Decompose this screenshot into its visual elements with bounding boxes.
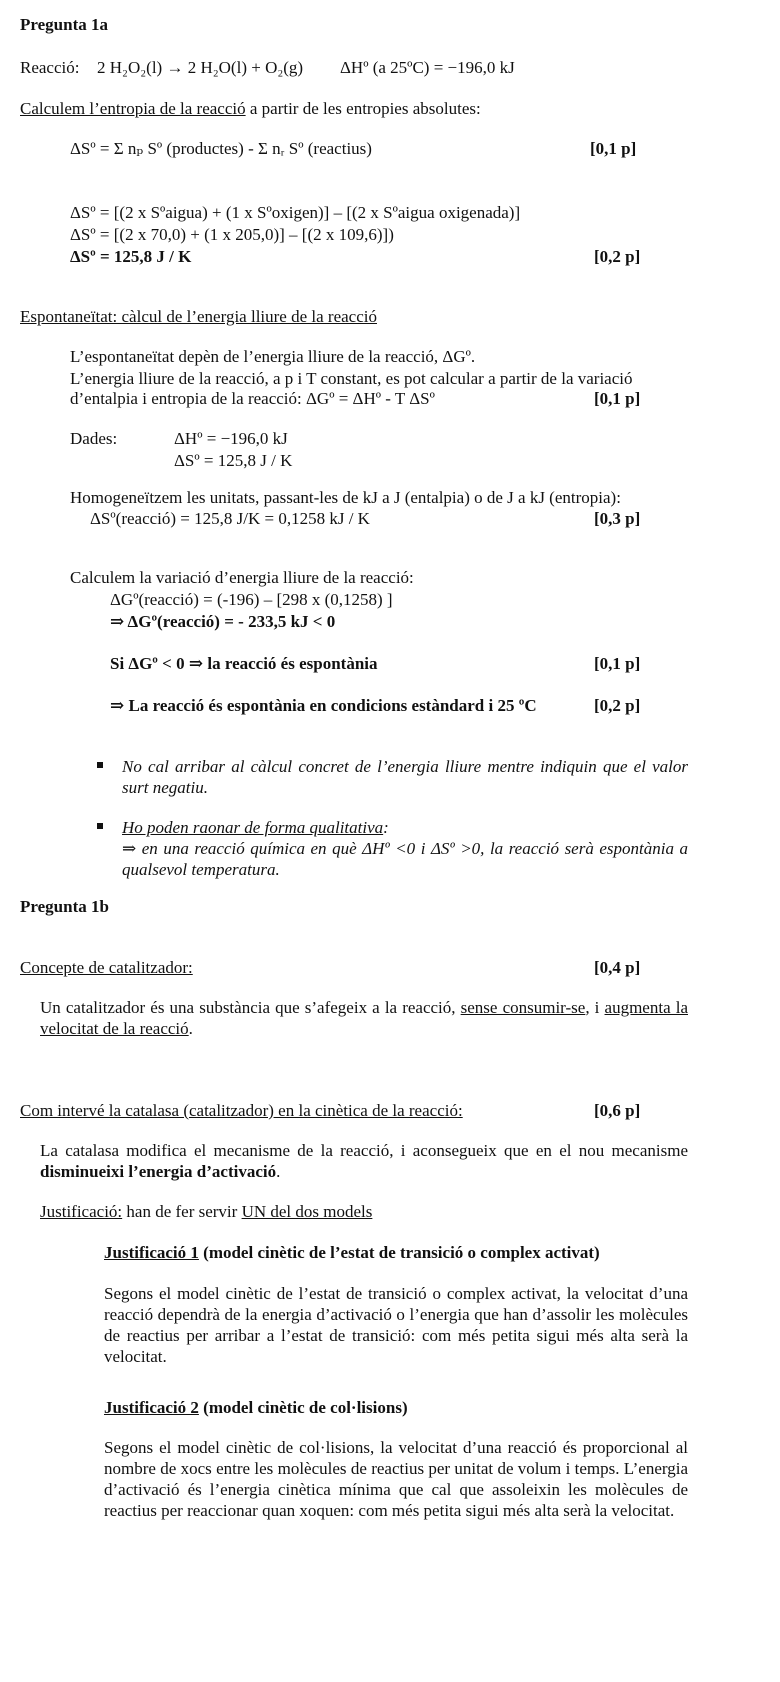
calc-intro: Calculem la variació d’energia lliure de la reacció:: [70, 568, 414, 587]
concept-text-b: sense consumir-se: [460, 998, 586, 1017]
calc-line-1: ΔGº(reacció) = (-196) – [298 x (0,1258) ]: [110, 590, 393, 609]
dades-label: Dades:: [70, 429, 118, 448]
points-spontaneity: [0,1 p]: [594, 389, 641, 408]
bullet-icon: [97, 762, 103, 768]
dades-enthalpy: ΔHº = −196,0 kJ: [174, 429, 288, 448]
spontaneity-line-3: d’entalpia i entropia de la reacció: ΔGº = ΔHº - T ΔSº: [70, 389, 435, 408]
entropy-intro: [20, 98, 481, 119]
reaction-label: Reacció:: [20, 58, 80, 77]
catalyst-concept-text: [40, 997, 688, 1039]
note-1: No cal arribar al càlcul concret de l’energia lliure mentre indiquin que el valor surt negatiu.: [122, 757, 688, 797]
entropy-intro-underlined: Calculem l’entropia de la reacció: [20, 99, 246, 118]
justification-2-heading: [104, 1397, 408, 1418]
concept-text-d: augmenta la velocitat de la reacció: [40, 998, 688, 1038]
justification-2-title: Justificació 2: [104, 1398, 199, 1417]
spontaneity-heading: Espontaneïtat: càlcul de l’energia lliure de la reacció: [20, 307, 377, 326]
concept-text-a: Un catalitzador és una substància que s’afegeix a la reacció,: [40, 998, 461, 1017]
catalase-heading: Com intervé la catalasa (catalitzador) en la cinètica de la reacció:: [20, 1101, 463, 1120]
justification-1-heading: [104, 1242, 600, 1263]
justification-2-text: Segons el model cinètic de col·lisions, la velocitat d’una reacció és proporcional al nombre de xocs entre les molècules de reactius per unitat de volum i temps. L’energia d’activació és l’energia cinètica mínima que cal que assoleixin les molècules de reactius per reaccionar quan xoquen: com més petita sigui més alta serà la velocitat.: [104, 1438, 688, 1520]
spontaneity-condition: Si ΔGº < 0 ⇒ la reacció és espontània: [110, 654, 378, 673]
concept-text-c: , i: [585, 998, 605, 1017]
heading-pregunta-1a: Pregunta 1a: [20, 15, 108, 34]
catalase-text-c: .: [276, 1162, 281, 1181]
entropy-result: ΔSº = 125,8 J / K: [70, 247, 192, 266]
homogenise-text: Homogeneïtzem les unitats, passant-les de kJ a J (entalpia) o de J a kJ (entropia):: [70, 488, 621, 507]
entropy-line-1: ΔSº = [(2 x Sºaigua) + (1 x Sºoxigen)] – [(2 x Sºaigua oxigenada)]: [70, 203, 521, 222]
justification-intro: [40, 1201, 372, 1222]
justification-1-sub: (model cinètic de l’estat de transició o complex activat): [198, 1243, 600, 1262]
justification-2-sub: (model cinètic de col·lisions): [198, 1398, 408, 1417]
reaction-enthalpy: ΔHº (a 25ºC) = −196,0 kJ: [340, 58, 515, 77]
points-entropy-formula: [0,1 p]: [590, 139, 637, 158]
entropy-formula: ΔSº = Σ nₚ Sº (productes) - Σ nᵣ Sº (reactius): [70, 139, 372, 158]
catalase-text-a: La catalasa modifica el mecanisme de la reacció, i aconsegueix que en el nou mecanisme: [40, 1141, 688, 1160]
points-entropy-result: [0,2 p]: [594, 247, 641, 266]
heading-pregunta-1b: Pregunta 1b: [20, 897, 109, 916]
entropy-line-2: ΔSº = [(2 x 70,0) + (1 x 205,0)] – [(2 x 109,6)]): [70, 225, 394, 244]
conclusion: ⇒ La reacció és espontània en condicions estàndard i 25 ºC: [110, 696, 537, 715]
catalyst-concept-heading: Concepte de catalitzador:: [20, 958, 193, 977]
dades-entropy: ΔSº = 125,8 J / K: [174, 451, 293, 470]
points-conclusion: [0,2 p]: [594, 696, 641, 715]
justification-models: UN del dos models: [241, 1202, 373, 1221]
justification-1-text: Segons el model cinètic de l’estat de transició o complex activat, la velocitat d’una reacció dependrà de la energia d’activació o l’energia que han d’assolir les molècules de reactius per arribar a l’estat de transició: com més petita sigui més alta serà la velocitat.: [104, 1284, 688, 1366]
justification-mid: han de fer servir: [122, 1202, 242, 1221]
bullet-icon: [97, 823, 103, 829]
justification-1-title: Justificació 1: [104, 1243, 199, 1262]
concept-text-e: .: [188, 1019, 193, 1038]
catalase-text: [40, 1140, 688, 1182]
calc-line-2: ⇒ ΔGº(reacció) = - 233,5 kJ < 0: [110, 612, 336, 631]
catalase-text-b: disminueixi l’energia d’activació: [40, 1162, 277, 1181]
spontaneity-line-1: L’espontaneïtat depèn de l’energia lliure de la reacció, ΔGº.: [70, 347, 476, 366]
points-concept: [0,4 p]: [594, 958, 641, 977]
justification-label: Justificació:: [40, 1202, 123, 1221]
points-catalase: [0,6 p]: [594, 1101, 641, 1120]
note-2-body: ⇒ en una reacció química en què ΔHº <0 i ΔSº >0, la reacció serà espontània a qualsevol temperatura.: [122, 839, 688, 879]
entropy-intro-rest: a partir de les entropies absolutes:: [245, 99, 481, 118]
note-2-title: Ho poden raonar de forma qualitativa: [122, 818, 384, 837]
homogenise-calc: ΔSº(reacció) = 125,8 J/K = 0,1258 kJ / K: [90, 509, 370, 528]
reaction-equation: 2 H₂O₂(l) → 2 H₂O(l) + O₂(g): [97, 58, 304, 77]
spontaneity-line-2: L’energia lliure de la reacció, a p i T constant, es pot calcular a partir de la variació: [70, 369, 633, 388]
points-condition: [0,1 p]: [594, 654, 641, 673]
note-2: Ho poden raonar de forma qualitativa: ⇒ en una reacció química en què ΔHº <0 i ΔSº >0, la reacció serà espontània a qualsevol temperatura.: [122, 818, 688, 879]
points-homogenise: [0,3 p]: [594, 509, 641, 528]
